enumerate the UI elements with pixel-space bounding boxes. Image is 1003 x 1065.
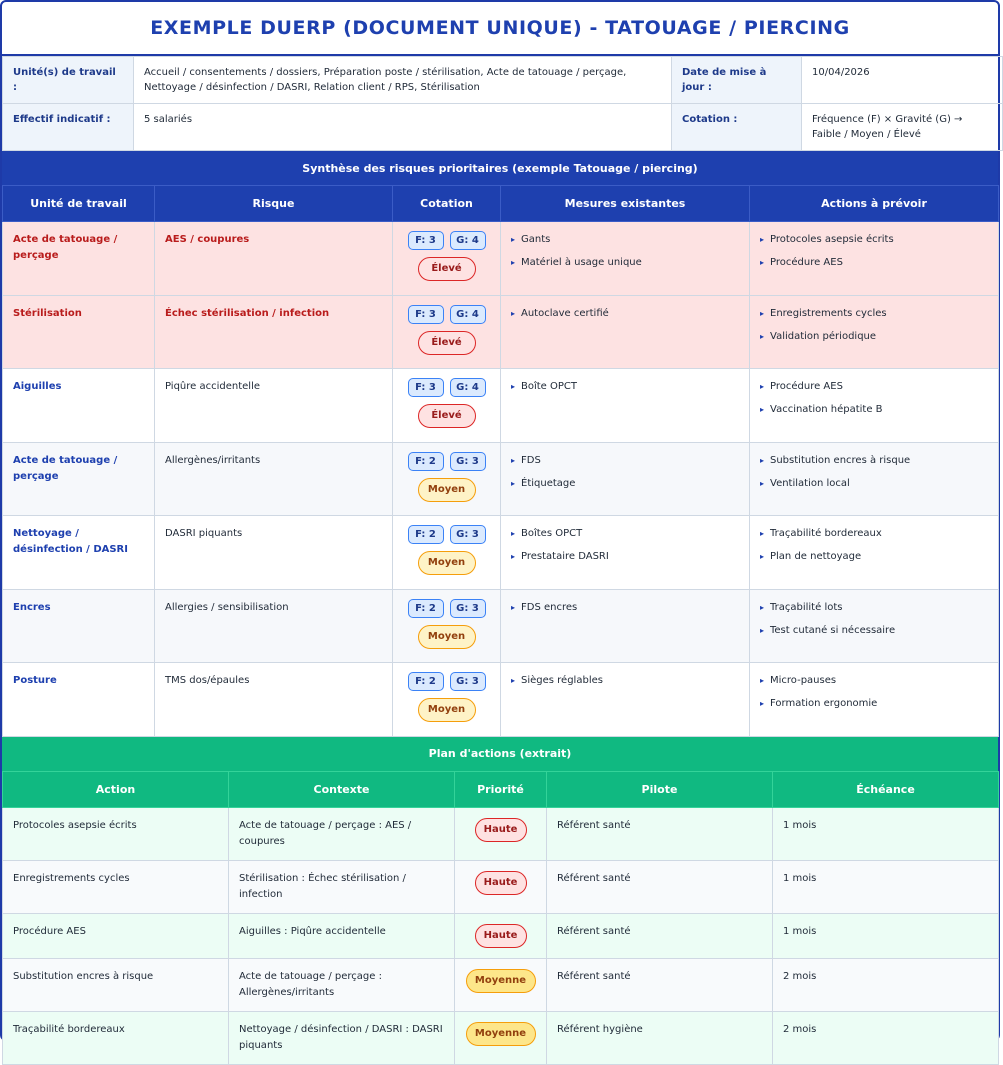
date-label: Date de mise à jour : [672,57,802,104]
plan-action: Protocoles asepsie écrits [3,807,229,860]
measure-item: ▸ Prestataire DASRI [511,549,739,565]
actions-list [760,379,988,418]
actions-list [760,526,988,565]
risks-column-header: Actions à prévoir [750,186,999,222]
risk-row [3,222,999,296]
measures-list [511,232,739,271]
actions-list [760,673,988,712]
plan-priority [455,1011,547,1064]
measures-list [511,673,739,689]
risk-row [3,369,999,443]
meta-table [2,56,1003,151]
risk-name: TMS dos/épaules [155,663,393,737]
rating-factors [397,599,496,618]
plan-row [3,1011,999,1064]
planned-actions [750,663,999,737]
measures-list [511,526,739,565]
plan-context: Aiguilles : Piqûre accidentelle [229,913,455,958]
measure-item: ▸ FDS [511,453,739,469]
priority-badge: Moyenne [466,969,536,993]
measure-item: ▸ Gants [511,232,739,248]
risk-level-badge: Moyen [418,625,476,649]
measures-list [511,379,739,395]
plan-row [3,807,999,860]
plan-priority [455,958,547,1011]
risks-column-header: Cotation [393,186,501,222]
risk-unit: Nettoyage / désinfection / DASRI [3,516,155,590]
measure-item: ▸ Autoclave certifié [511,306,739,322]
rating-factors [397,231,496,250]
risks-column-header: Risque [155,186,393,222]
meta-row [3,104,1003,151]
risk-rating [393,589,501,663]
plan-pilot: Référent santé [547,913,773,958]
planned-actions [750,442,999,516]
plan-due: 2 mois [773,1011,999,1064]
measure-item: ▸ Boîtes OPCT [511,526,739,542]
gravity-chip: G: 3 [450,452,486,471]
rating-factors [397,378,496,397]
measure-item: ▸ Sièges réglables [511,673,739,689]
risk-unit: Stérilisation [3,295,155,369]
risk-level-badge: Moyen [418,698,476,722]
risk-unit: Posture [3,663,155,737]
gravity-chip: G: 3 [450,672,486,691]
actions-list [760,600,988,639]
plan-row [3,860,999,913]
risk-name: Échec stérilisation / infection [155,295,393,369]
risk-row [3,663,999,737]
rating-factors [397,452,496,471]
risk-unit: Encres [3,589,155,663]
risk-rating [393,295,501,369]
plan-action: Substitution encres à risque [3,958,229,1011]
risk-row [3,516,999,590]
risk-name: AES / coupures [155,222,393,296]
frequency-chip: F: 2 [408,599,444,618]
measures-list [511,453,739,492]
plan-due: 1 mois [773,807,999,860]
plan-table [2,771,999,1065]
frequency-chip: F: 2 [408,525,444,544]
rating-factors [397,672,496,691]
action-item: ▸ Formation ergonomie [760,696,988,712]
risk-rating [393,369,501,443]
plan-action: Enregistrements cycles [3,860,229,913]
risk-unit: Acte de tatouage / perçage [3,442,155,516]
risk-level-badge: Moyen [418,478,476,502]
existing-measures [501,295,750,369]
risks-section-title: Synthèse des risques prioritaires (exemple Tatouage / piercing) [2,151,998,185]
existing-measures [501,663,750,737]
gravity-chip: G: 4 [450,378,486,397]
existing-measures [501,369,750,443]
action-item: ▸ Traçabilité bordereaux [760,526,988,542]
date-value: 10/04/2026 [802,57,1003,104]
plan-section-title: Plan d'actions (extrait) [2,737,998,771]
plan-row [3,913,999,958]
frequency-chip: F: 3 [408,305,444,324]
risks-column-header: Unité de travail [3,186,155,222]
priority-badge: Haute [475,871,527,895]
plan-column-header: Priorité [455,771,547,807]
plan-priority [455,860,547,913]
plan-pilot: Référent santé [547,807,773,860]
measures-list [511,600,739,616]
plan-pilot: Référent santé [547,860,773,913]
risk-level-badge: Élevé [418,331,476,355]
risk-row [3,442,999,516]
measure-item: ▸ FDS encres [511,600,739,616]
action-item: ▸ Validation périodique [760,329,988,345]
planned-actions [750,295,999,369]
rating-value: Fréquence (F) × Gravité (G) → Faible / Moyen / Élevé [802,104,1003,151]
planned-actions [750,369,999,443]
risk-level-badge: Élevé [418,257,476,281]
measure-item: ▸ Étiquetage [511,476,739,492]
risk-unit: Aiguilles [3,369,155,443]
plan-pilot: Référent santé [547,958,773,1011]
actions-list [760,453,988,492]
gravity-chip: G: 3 [450,525,486,544]
frequency-chip: F: 2 [408,452,444,471]
risk-name: DASRI piquants [155,516,393,590]
action-item: ▸ Traçabilité lots [760,600,988,616]
risk-rating [393,222,501,296]
risk-row [3,295,999,369]
action-item: ▸ Substitution encres à risque [760,453,988,469]
plan-action: Procédure AES [3,913,229,958]
plan-due: 2 mois [773,958,999,1011]
plan-due: 1 mois [773,913,999,958]
priority-badge: Moyenne [466,1022,536,1046]
risk-level-badge: Moyen [418,551,476,575]
action-item: ▸ Protocoles asepsie écrits [760,232,988,248]
staff-value: 5 salariés [134,104,672,151]
action-item: ▸ Enregistrements cycles [760,306,988,322]
existing-measures [501,516,750,590]
units-label: Unité(s) de travail : [3,57,134,104]
plan-column-header: Contexte [229,771,455,807]
units-value: Accueil / consentements / dossiers, Préparation poste / stérilisation, Acte de tatouage / perçage, Nettoyage / désinfection / DASRI, Relation client / RPS, Stérilisation [134,57,672,104]
action-item: ▸ Micro-pauses [760,673,988,689]
risk-name: Allergies / sensibilisation [155,589,393,663]
risk-unit: Acte de tatouage / perçage [3,222,155,296]
measure-item: ▸ Boîte OPCT [511,379,739,395]
plan-column-header: Action [3,771,229,807]
frequency-chip: F: 3 [408,231,444,250]
frequency-chip: F: 3 [408,378,444,397]
risk-rating [393,516,501,590]
rating-factors [397,305,496,324]
risk-name: Piqûre accidentelle [155,369,393,443]
plan-context: Acte de tatouage / perçage : AES / coupures [229,807,455,860]
existing-measures [501,222,750,296]
existing-measures [501,589,750,663]
plan-context: Acte de tatouage / perçage : Allergènes/irritants [229,958,455,1011]
risks-column-header: Mesures existantes [501,186,750,222]
action-item: ▸ Ventilation local [760,476,988,492]
plan-due: 1 mois [773,860,999,913]
risks-header-row [3,186,999,222]
planned-actions [750,222,999,296]
meta-row [3,57,1003,104]
document-title: EXEMPLE DUERP (DOCUMENT UNIQUE) - TATOUAGE / PIERCING [2,2,998,56]
planned-actions [750,589,999,663]
risk-name: Allergènes/irritants [155,442,393,516]
priority-badge: Haute [475,818,527,842]
actions-list [760,232,988,271]
risk-rating [393,663,501,737]
measures-list [511,306,739,322]
risk-level-badge: Élevé [418,404,476,428]
plan-column-header: Pilote [547,771,773,807]
priority-badge: Haute [475,924,527,948]
gravity-chip: G: 3 [450,599,486,618]
staff-label: Effectif indicatif : [3,104,134,151]
rating-label: Cotation : [672,104,802,151]
plan-context: Nettoyage / désinfection / DASRI : DASRI piquants [229,1011,455,1064]
action-item: ▸ Procédure AES [760,379,988,395]
rating-factors [397,525,496,544]
risk-row [3,589,999,663]
actions-list [760,306,988,345]
plan-priority [455,913,547,958]
action-item: ▸ Test cutané si nécessaire [760,623,988,639]
measure-item: ▸ Matériel à usage unique [511,255,739,271]
plan-header-row [3,771,999,807]
action-item: ▸ Plan de nettoyage [760,549,988,565]
plan-context: Stérilisation : Échec stérilisation / infection [229,860,455,913]
plan-action: Traçabilité bordereaux [3,1011,229,1064]
existing-measures [501,442,750,516]
plan-row [3,958,999,1011]
planned-actions [750,516,999,590]
action-item: ▸ Vaccination hépatite B [760,402,988,418]
risks-table [2,185,999,737]
plan-priority [455,807,547,860]
risk-rating [393,442,501,516]
plan-pilot: Référent hygiène [547,1011,773,1064]
plan-column-header: Échéance [773,771,999,807]
gravity-chip: G: 4 [450,231,486,250]
action-item: ▸ Procédure AES [760,255,988,271]
frequency-chip: F: 2 [408,672,444,691]
gravity-chip: G: 4 [450,305,486,324]
